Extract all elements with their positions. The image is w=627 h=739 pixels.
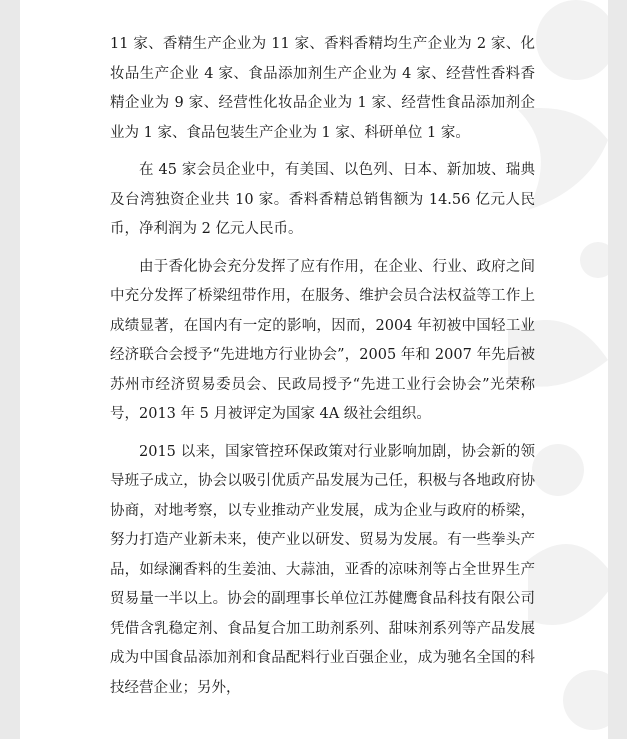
document-body: [110, 30, 535, 711]
paragraph-member-breakdown: 11 家、香精生产企业为 11 家、香料香精均生产企业为 2 家、化妆品生产企业 4 家、食品添加剂生产企业为 4 家、经营性香料香精企业为 9 家、经营性化妆品企业为 1 家、经营性食品添加剂企业为 1 家、食品包装生产企业为 1 家、科研单位 1 家。: [110, 36, 535, 141]
paragraph-foreign-enterprises: 在 45 家会员企业中，有美国、以色列、日本、新加坡、瑞典及台湾独资企业共 10 家。香料香精总销售额为 14.56 亿元人民币，净利润为 2 亿元人民币。: [110, 162, 535, 237]
paragraph-industry-development: 2015 以来，国家管控环保政策对行业影响加剧，协会新的领导班子成立，协会以吸引优质产品发展为己任，积极与各地政府协协商，对地考察，以专业推动产业发展，成为企业与政府的桥梁，努力打造产业新未来，使产业以研发、贸易为发展。有一些拳头产品，如绿澜香料的生姜油、大蒜油，亚香的凉味剂等占全世界生产贸易量一半以上。协会的副理事长单位江苏健鹰食品科技有限公司凭借含乳稳定剂、食品复合加工助剂系列、甜味剂系列等产品发展成为中国食品添加剂和食品配料行业百强企业，成为驰名全国的科技经营企业；另外，: [110, 443, 535, 696]
document-page: [20, 0, 608, 739]
paragraph-association-honors: 由于香化协会充分发挥了应有作用，在企业、行业、政府之间中充分发挥了桥梁纽带作用，在服务、维护会员合法权益等工作上成绩显著，在国内有一定的影响，因而，2004 年初被中国轻工业经济联合会授予“先进地方行业协会”，2005 年和 2007 年先后被苏州市经济贸易委员会、民政局授予“先进工业行会协会”光荣称号，2013 年 5 月被评定为国家 4A 级社会组织。: [110, 258, 535, 422]
